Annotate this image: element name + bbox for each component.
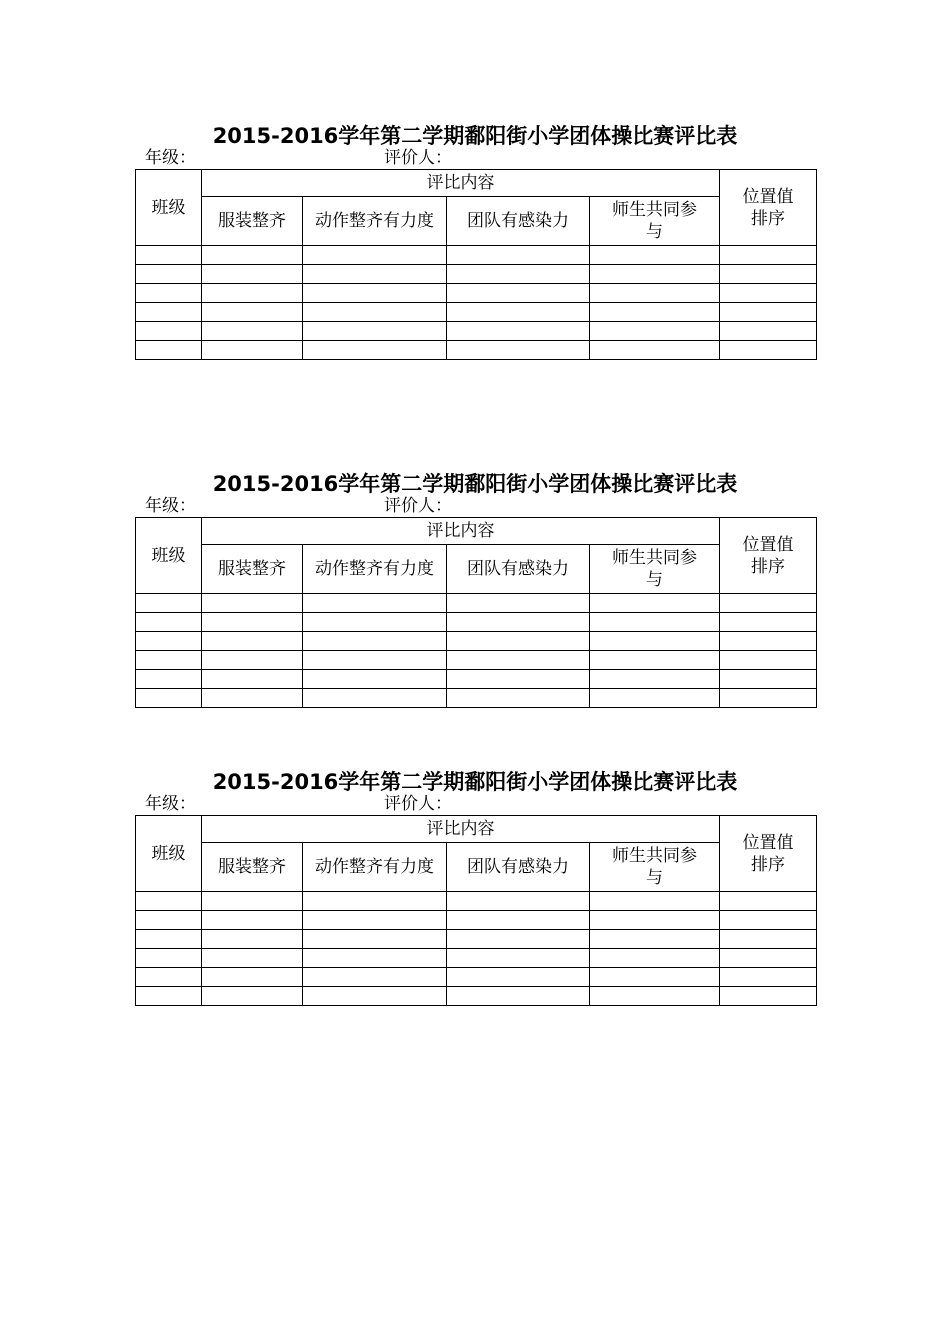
evaluation-table xyxy=(135,815,817,1006)
table-row xyxy=(136,303,817,322)
evaluator-label: 评价人： xyxy=(384,794,452,814)
header-rank: 位置值排序 xyxy=(720,518,817,594)
evaluator-label: 评价人： xyxy=(384,148,452,168)
header-participation: 师生共同参与 xyxy=(590,197,720,246)
table-row xyxy=(136,632,817,651)
table-row xyxy=(136,892,817,911)
evaluation-table xyxy=(135,517,817,708)
header-movement: 动作整齐有力度 xyxy=(303,545,447,594)
table-row xyxy=(136,322,817,341)
table-row xyxy=(136,930,817,949)
header-appeal: 团队有感染力 xyxy=(447,843,590,892)
table-row xyxy=(136,613,817,632)
grade-label: 年级： xyxy=(145,496,196,516)
table-row xyxy=(136,968,817,987)
header-content-group: 评比内容 xyxy=(202,170,720,197)
table-row xyxy=(136,594,817,613)
header-rank: 位置值排序 xyxy=(720,170,817,246)
header-uniform: 服装整齐 xyxy=(202,197,303,246)
table-row xyxy=(136,265,817,284)
form-title: 2015-2016学年第二学期鄱阳街小学团体操比赛评比表 xyxy=(212,124,738,148)
table-row xyxy=(136,949,817,968)
header-content-group: 评比内容 xyxy=(202,816,720,843)
form-title: 2015-2016学年第二学期鄱阳街小学团体操比赛评比表 xyxy=(212,770,738,794)
header-class: 班级 xyxy=(136,518,202,594)
table-row xyxy=(136,651,817,670)
form-title: 2015-2016学年第二学期鄱阳街小学团体操比赛评比表 xyxy=(212,472,738,496)
table-row xyxy=(136,911,817,930)
header-appeal: 团队有感染力 xyxy=(447,545,590,594)
table-row xyxy=(136,987,817,1006)
table-row xyxy=(136,670,817,689)
header-movement: 动作整齐有力度 xyxy=(303,197,447,246)
header-uniform: 服装整齐 xyxy=(202,545,303,594)
evaluation-table xyxy=(135,169,817,360)
table-row xyxy=(136,284,817,303)
header-class: 班级 xyxy=(136,170,202,246)
grade-label: 年级： xyxy=(145,148,196,168)
header-rank: 位置值排序 xyxy=(720,816,817,892)
header-participation: 师生共同参与 xyxy=(590,545,720,594)
header-appeal: 团队有感染力 xyxy=(447,197,590,246)
grade-label: 年级： xyxy=(145,794,196,814)
table-row xyxy=(136,341,817,360)
table-row xyxy=(136,689,817,708)
header-movement: 动作整齐有力度 xyxy=(303,843,447,892)
header-class: 班级 xyxy=(136,816,202,892)
table-row xyxy=(136,246,817,265)
header-content-group: 评比内容 xyxy=(202,518,720,545)
header-uniform: 服装整齐 xyxy=(202,843,303,892)
header-participation: 师生共同参与 xyxy=(590,843,720,892)
evaluator-label: 评价人： xyxy=(384,496,452,516)
